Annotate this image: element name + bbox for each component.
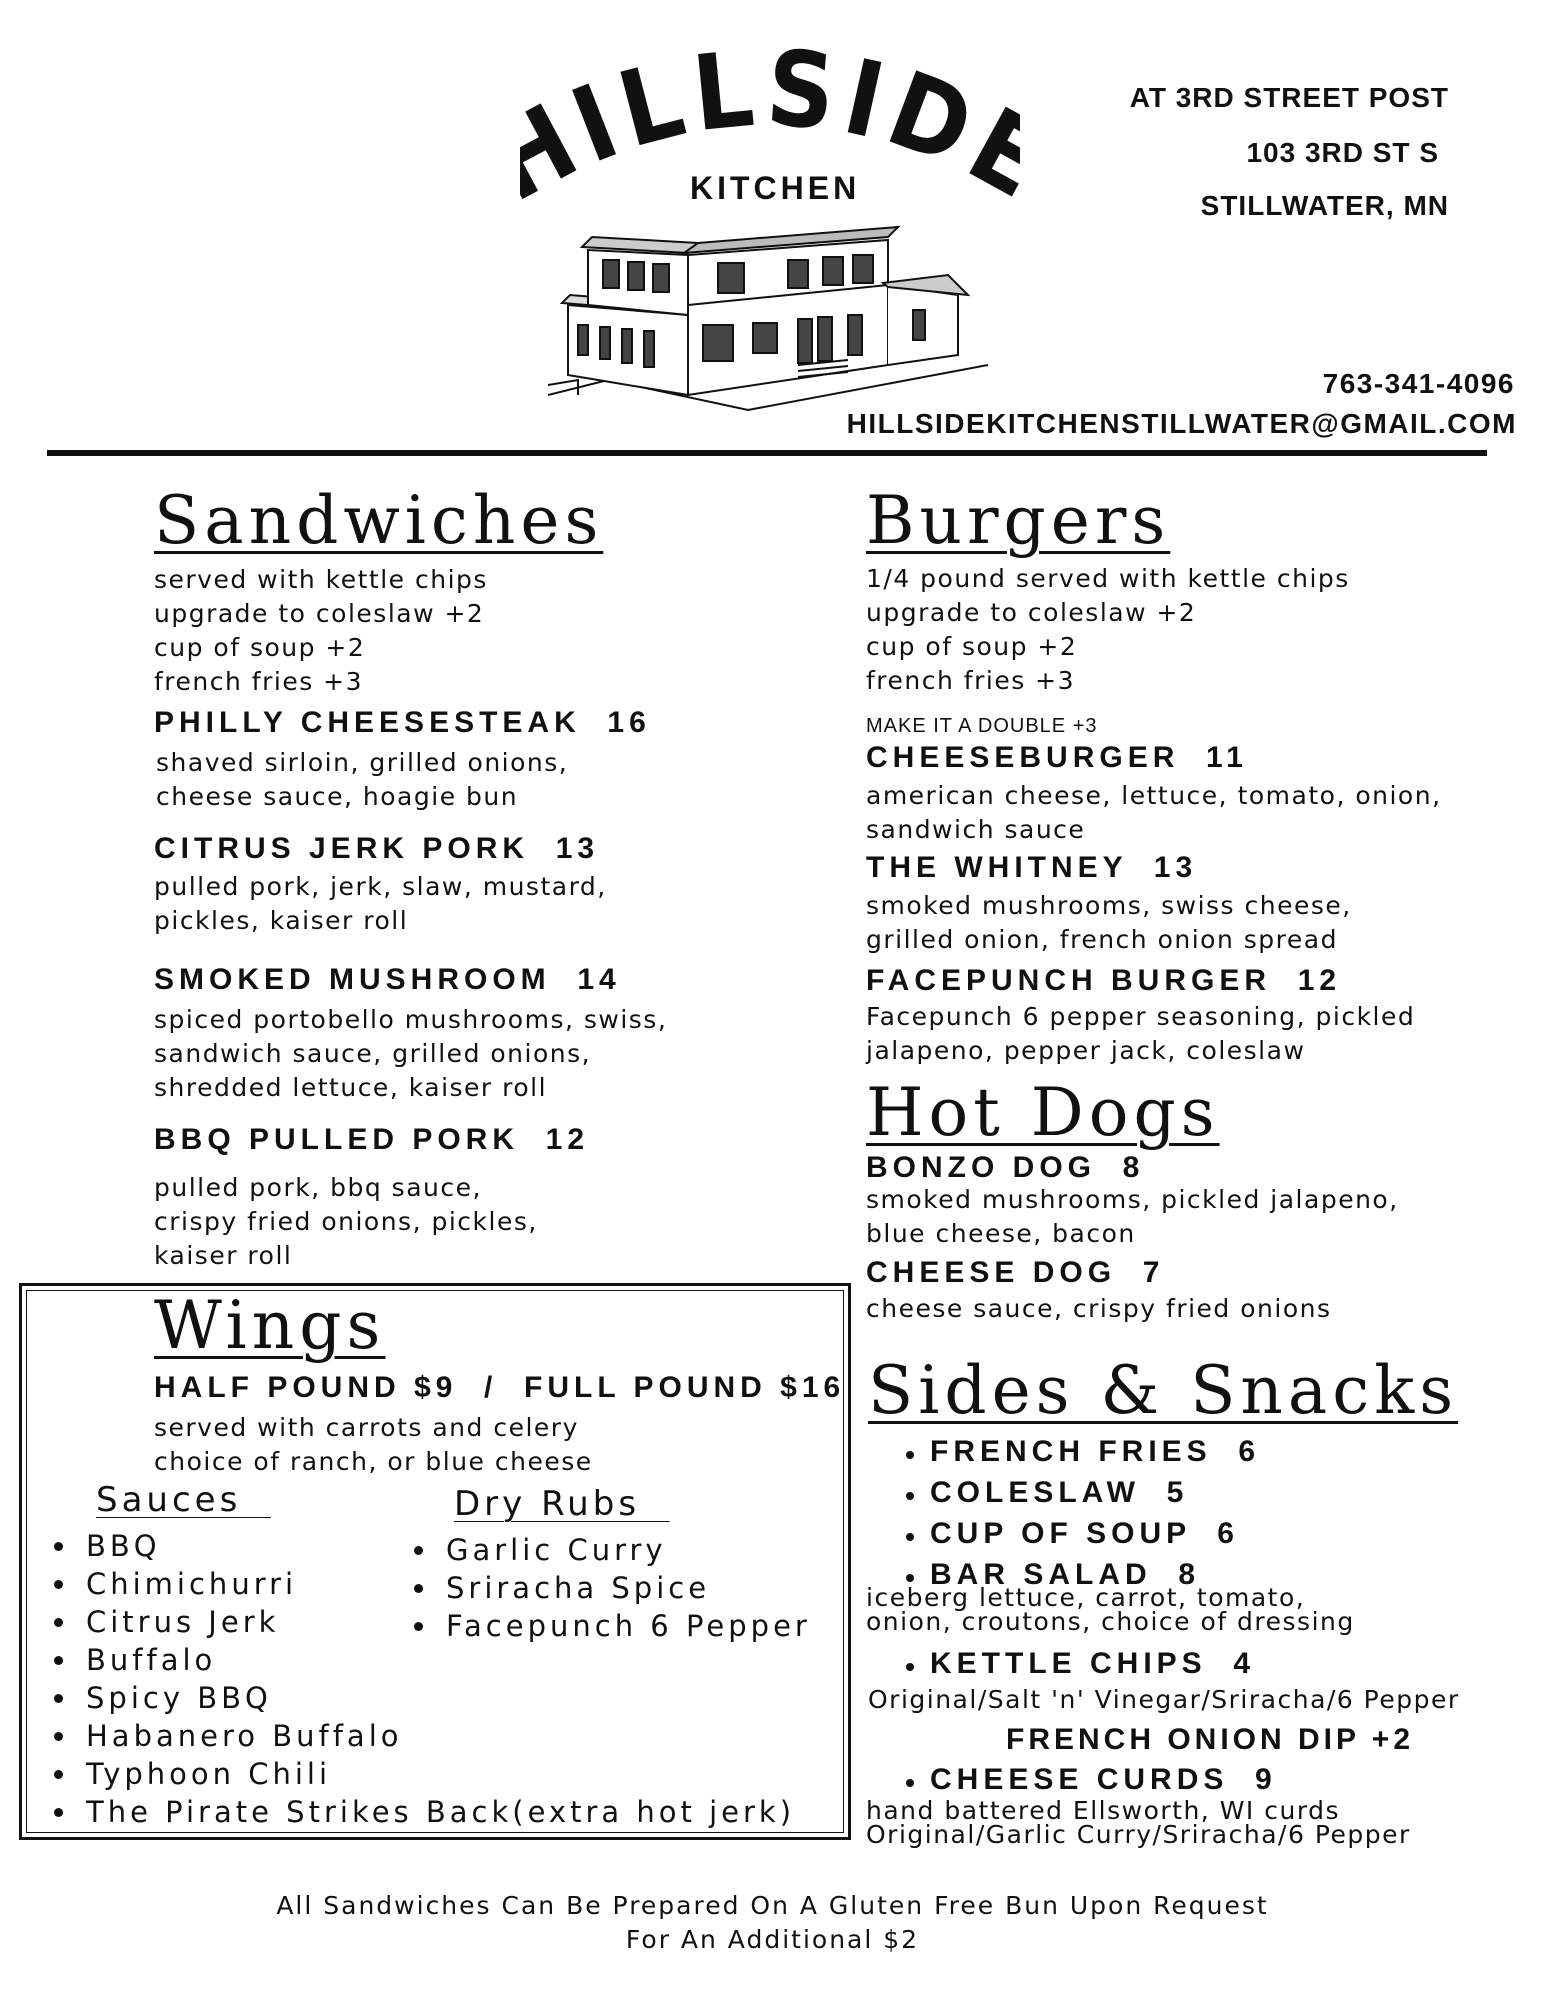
item-desc: hand battered Ellsworth, WI curds	[866, 1796, 1341, 1825]
burgers-note: upgrade to coleslaw +2	[866, 598, 1197, 627]
item-desc: smoked mushrooms, pickled jalapeno,	[866, 1185, 1399, 1214]
item-name: CHEESE DOG 7	[866, 1256, 1165, 1289]
footer-line: All Sandwiches Can Be Prepared On A Gluten Free Bun Upon Request	[276, 1891, 1269, 1920]
item-name: BBQ PULLED PORK 12	[154, 1123, 590, 1156]
sides-title: Sides & Snacks	[868, 1352, 1459, 1429]
header-divider	[47, 450, 1487, 456]
hotdogs-title: Hot Dogs	[866, 1074, 1220, 1151]
wings-note: choice of ranch, or blue cheese	[154, 1447, 593, 1476]
sandwiches-note: served with kettle chips	[154, 565, 488, 594]
wings-notes	[154, 1411, 593, 1479]
menu-item-cheeseburger	[866, 743, 1442, 847]
menu-item-cheese-dog	[866, 1258, 1332, 1326]
sides-list-curds	[898, 1765, 1277, 1795]
item-desc: pulled pork, jerk, slaw, mustard,	[154, 872, 607, 901]
sauce-item: The Pirate Strikes Back(extra hot jerk)	[46, 1793, 795, 1831]
item-desc: shaved sirloin, grilled onions,	[156, 748, 569, 777]
sauce-item: Citrus Jerk	[46, 1603, 795, 1641]
address-line-3: STILLWATER, MN	[1200, 190, 1449, 221]
sandwiches-title: Sandwiches	[154, 482, 604, 559]
brand-subtitle: KITCHEN	[690, 170, 861, 206]
item-desc: sandwich sauce, grilled onions,	[154, 1039, 592, 1068]
sandwiches-note: french fries +3	[154, 667, 364, 696]
item-name: CHEESEBURGER 11	[866, 741, 1248, 774]
burgers-notes	[866, 562, 1350, 698]
item-name: BONZO DOG 8	[866, 1151, 1145, 1184]
side-coleslaw: COLESLAW 5	[898, 1478, 1260, 1519]
item-desc: onion, croutons, choice of dressing	[866, 1607, 1355, 1636]
footer-note	[0, 1889, 1545, 1957]
menu-item-bbq-pulled-pork	[154, 1125, 589, 1273]
item-desc: spiced portobello mushrooms, swiss,	[154, 1005, 668, 1034]
item-desc: kaiser roll	[154, 1241, 293, 1270]
item-name: PHILLY CHEESESTEAK 16	[154, 706, 651, 739]
sandwiches-note: upgrade to coleslaw +2	[154, 599, 485, 628]
item-desc: crispy fried onions, pickles,	[154, 1207, 538, 1236]
building-illustration	[548, 215, 988, 415]
kettle-chips-desc: Original/Salt 'n' Vinegar/Sriracha/6 Pepper	[868, 1685, 1460, 1714]
menu-item-philly	[154, 708, 651, 814]
wings-note: served with carrots and celery	[154, 1413, 579, 1442]
menu-item-smoked-mushroom	[154, 965, 667, 1105]
address-line-1: AT 3RD STREET POST	[1129, 82, 1449, 113]
dry-rubs-title: Dry Rubs	[454, 1484, 670, 1524]
sauce-item: Habanero Buffalo	[46, 1717, 795, 1755]
item-desc: smoked mushrooms, swiss cheese,	[866, 891, 1352, 920]
wings-price: HALF POUND $9 / FULL POUND $16	[154, 1371, 846, 1404]
side-cup-of-soup: CUP OF SOUP 6	[898, 1519, 1260, 1560]
sauce-item: Typhoon Chili	[46, 1755, 795, 1793]
brand-name: ILLSID	[556, 40, 996, 192]
menu-item-facepunch-burger	[866, 966, 1415, 1068]
side-cheese-curds: CHEESE CURDS 9	[898, 1765, 1277, 1795]
item-desc: jalapeno, pepper jack, coleslaw	[866, 1036, 1306, 1065]
menu-item-whitney	[866, 853, 1352, 957]
burgers-note: 1/4 pound served with kettle chips	[866, 564, 1350, 593]
double-note: MAKE IT A DOUBLE +3	[866, 715, 1098, 737]
side-french-fries: FRENCH FRIES 6	[898, 1437, 1260, 1478]
wings-title: Wings	[154, 1287, 386, 1364]
sandwiches-note: cup of soup +2	[154, 633, 366, 662]
item-desc: Original/Garlic Curry/Sriracha/6 Pepper	[866, 1820, 1411, 1849]
item-desc: american cheese, lettuce, tomato, onion,	[866, 781, 1442, 810]
burgers-note: cup of soup +2	[866, 632, 1078, 661]
sauces-title: Sauces	[96, 1480, 271, 1520]
cheese-curds-desc	[866, 1796, 1411, 1849]
bar-salad-desc	[866, 1583, 1355, 1636]
sandwiches-notes	[154, 563, 488, 699]
address-line-2: 103 3RD ST S	[1246, 137, 1439, 168]
sides-list	[898, 1437, 1260, 1590]
rub-item: Facepunch 6 Pepper	[406, 1607, 811, 1645]
menu-item-bonzo-dog	[866, 1153, 1399, 1251]
item-desc: blue cheese, bacon	[866, 1219, 1136, 1248]
item-desc: pickles, kaiser roll	[154, 906, 409, 935]
menu-item-citrus-jerk	[154, 834, 607, 938]
item-desc: pulled pork, bbq sauce,	[154, 1173, 482, 1202]
dry-rubs-list	[406, 1531, 811, 1645]
item-desc: shredded lettuce, kaiser roll	[154, 1073, 548, 1102]
french-onion-dip: FRENCH ONION DIP +2	[1006, 1723, 1415, 1756]
item-desc: Facepunch 6 pepper seasoning, pickled	[866, 1002, 1416, 1031]
sauce-item: Chimichurri	[46, 1565, 795, 1603]
item-desc: cheese sauce, crispy fried onions	[866, 1294, 1332, 1323]
sauce-item: BBQ	[46, 1527, 795, 1565]
item-name: FACEPUNCH BURGER 12	[866, 964, 1342, 997]
email-address: HILLSIDEKITCHENSTILLWATER@GMAIL.COM	[846, 408, 1517, 439]
item-desc: sandwich sauce	[866, 815, 1086, 844]
burgers-title: Burgers	[866, 482, 1171, 559]
item-desc: iceberg lettuce, carrot, tomato,	[866, 1583, 1306, 1612]
phone-number: 763-341-4096	[1322, 368, 1515, 399]
sauce-item: Spicy BBQ	[46, 1679, 795, 1717]
sides-list-kettle	[898, 1649, 1255, 1679]
rub-item: Garlic Curry	[406, 1531, 811, 1569]
burgers-note: french fries +3	[866, 666, 1076, 695]
footer-line: For An Additional $2	[625, 1925, 920, 1954]
sauce-item: Buffalo	[46, 1641, 795, 1679]
rub-item: Sriracha Spice	[406, 1569, 811, 1607]
item-name: SMOKED MUSHROOM 14	[154, 963, 621, 996]
item-desc: grilled onion, french onion spread	[866, 925, 1338, 954]
side-kettle-chips: KETTLE CHIPS 4	[898, 1649, 1255, 1679]
side-bar-salad: BAR SALAD 8	[898, 1560, 1260, 1590]
item-name: CITRUS JERK PORK 13	[154, 832, 600, 865]
item-desc: cheese sauce, hoagie bun	[156, 782, 519, 811]
item-name: THE WHITNEY 13	[866, 851, 1198, 884]
